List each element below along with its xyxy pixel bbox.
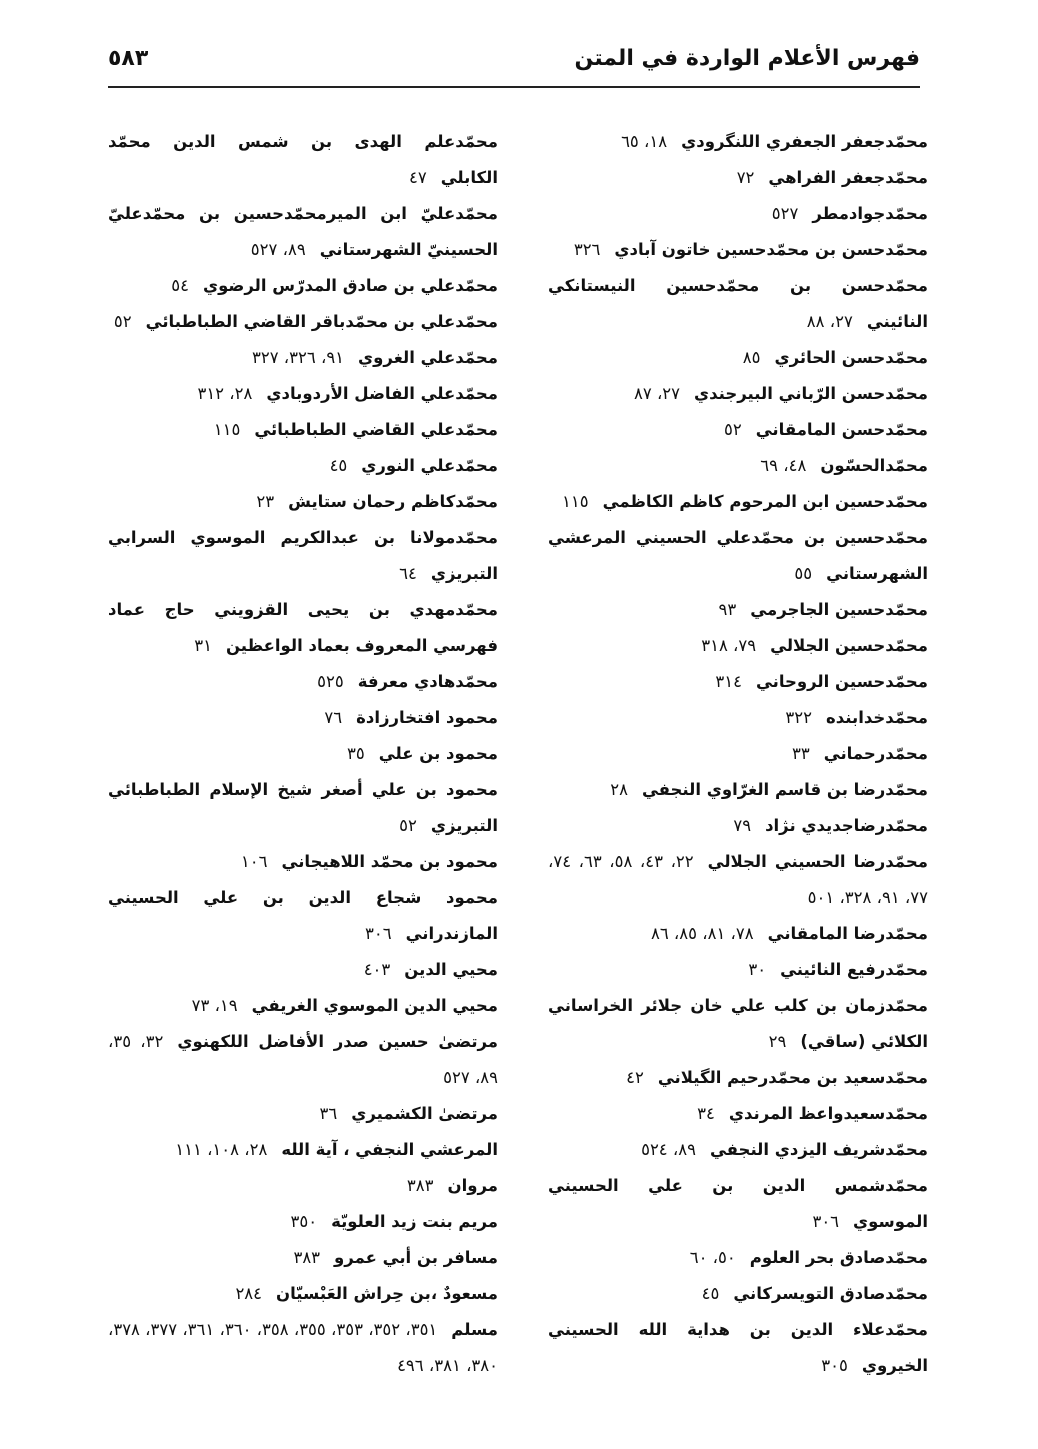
entry-pages: ٥٢ — [399, 816, 417, 835]
entry-pages: ١٩، ٧٣ — [191, 996, 238, 1015]
entry-name: محمّدصادق بحر العلوم — [749, 1248, 928, 1267]
index-entry — [108, 1024, 498, 1096]
index-entry — [108, 1240, 498, 1276]
entry-name: محيي الدين — [404, 960, 498, 979]
entry-pages: ٣٤ — [697, 1104, 715, 1123]
index-entry — [108, 268, 498, 304]
entry-pages: ٢٩ — [768, 1032, 787, 1051]
index-entry — [548, 664, 928, 700]
entry-pages: ٣٠٦ — [365, 924, 392, 943]
entry-name: مرتضىٰ الكشميري — [351, 1104, 498, 1123]
index-entry — [548, 376, 928, 412]
index-entry — [548, 484, 928, 520]
entry-name: محمّدعلي النوري — [361, 456, 498, 475]
entry-pages: ٤٥ — [329, 456, 348, 475]
page-header — [108, 38, 920, 88]
index-entry — [548, 1096, 928, 1132]
entry-name: محمود افتخارزادة — [356, 708, 498, 727]
entry-pages: ٨٩، ٥٢٤ — [641, 1140, 696, 1159]
entry-name: محمّدعلي بن محمّدباقر القاضي الطباطبائي — [145, 312, 498, 331]
entry-name: المرعشي النجفي ، آية الله — [281, 1140, 498, 1159]
entry-pages: ٨٩، ٥٢٧ — [250, 240, 306, 259]
entry-name: محمّدرضا المامقاني — [767, 924, 928, 943]
index-entry — [108, 124, 498, 196]
index-entry — [108, 412, 498, 448]
index-entry — [108, 700, 498, 736]
entry-pages: ٤٠٣ — [363, 960, 391, 979]
index-entry — [548, 232, 928, 268]
index-entry — [108, 772, 498, 844]
running-title: فهرس الأعلام الواردة في المتن — [574, 46, 920, 71]
index-entry — [548, 412, 928, 448]
entry-name: محمّدالحسّون — [820, 456, 928, 475]
entry-pages: ١١٥ — [562, 492, 589, 511]
entry-pages: ٧٢ — [736, 168, 755, 187]
index-entry — [548, 1168, 928, 1240]
entry-name: محمّدخدابنده — [826, 708, 928, 727]
index-entry — [108, 988, 498, 1024]
index-entry — [548, 916, 928, 952]
entry-pages: ٢٢، ٤٣، ٥٨، ٦٣، ٧٤، ٧٧، ٩١، ٣٢٨، ٥٠١ — [548, 852, 928, 907]
entry-pages: ٧٩ — [733, 816, 752, 835]
index-entry — [548, 772, 928, 808]
entry-name: محمّدعلم الهدى بن شمس الدين محمّد الكابلي — [108, 132, 498, 187]
entry-name: محمّدسعيد بن محمّدرحيم الگيلاني — [657, 1068, 928, 1087]
entry-pages: ٥٢ — [113, 312, 132, 331]
index-entry — [548, 592, 928, 628]
entry-pages: ٣٨٣ — [406, 1176, 434, 1195]
index-entry — [548, 124, 928, 160]
entry-name: محمّدحسين الجاجرمي — [750, 600, 928, 619]
index-entry — [548, 268, 928, 340]
index-entry — [108, 1276, 498, 1312]
index-entry — [548, 196, 928, 232]
entry-pages: ٢٨٤ — [235, 1284, 263, 1303]
entry-pages: ١٠٦ — [240, 852, 268, 871]
index-entry — [548, 448, 928, 484]
entry-name: محمّدجوادمطر — [812, 204, 928, 223]
entry-pages: ١٨، ٦٥ — [621, 132, 668, 151]
entry-pages: ٢٧، ٨٨ — [806, 312, 853, 331]
index-entry — [548, 520, 928, 592]
entry-pages: ٢٨، ١٠٨، ١١١ — [175, 1140, 268, 1159]
index-entry — [548, 700, 928, 736]
entry-pages: ٤٥ — [701, 1284, 720, 1303]
index-entry — [108, 1204, 498, 1240]
entry-pages: ٩٣ — [718, 600, 737, 619]
index-entry — [108, 844, 498, 880]
index-entry — [548, 952, 928, 988]
entry-name: محمّدحسين الروحاني — [755, 672, 928, 691]
entry-name: محمود بن محمّد اللاهيجاني — [281, 852, 498, 871]
entry-name: محمّدحسن المامقاني — [755, 420, 928, 439]
entry-pages: ٥٥ — [794, 564, 813, 583]
index-entry — [108, 340, 498, 376]
entry-name: محمّدهادي معرفة — [357, 672, 498, 691]
index-entry — [108, 880, 498, 952]
entry-pages: ٧٨، ٨١، ٨٥، ٨٦ — [650, 924, 754, 943]
index-entry — [108, 1132, 498, 1168]
entry-name: محمّدشريف اليزدي النجفي — [709, 1140, 928, 1159]
entry-name: محمّدزمان بن كلب علي خان جلائر الخراساني الكلائي (ساقي) — [548, 996, 928, 1051]
entry-pages: ٣٠٥ — [821, 1356, 848, 1375]
entry-name: محمّدحسين الجلالي — [770, 636, 928, 655]
entry-name: محمّدعليّ ابن الميرمحمّدحسين بن محمّدعليّ الحسينيّ الشهرستاني — [108, 204, 498, 259]
entry-pages: ٨٥ — [742, 348, 761, 367]
entry-pages: ٤٢ — [626, 1068, 644, 1087]
entry-pages: ٣٥١، ٣٥٢، ٣٥٣، ٣٥٥، ٣٥٨، ٣٦٠، ٣٦١، ٣٧٧، ٣٧٨، ٣٨٠، ٣٨١، ٤٩٦ — [108, 1320, 498, 1375]
entry-pages: ٣٠ — [748, 960, 767, 979]
entry-name: محمّدعلي الفاضل الأردوبادي — [266, 384, 498, 403]
entry-name: محمّدرحماني — [823, 744, 928, 763]
index-entry — [548, 1060, 928, 1096]
entry-name: محمّدحسن بن محمّدحسين خاتون آبادي — [614, 240, 928, 259]
entry-name: محمّدحسن الرّباني البيرجندي — [694, 384, 928, 403]
entry-pages: ٣٢، ٣٥، ٨٩، ٥٢٧ — [108, 1032, 498, 1087]
index-entry — [548, 808, 928, 844]
entry-name: محمّدمولانا بن عبدالكريم الموسوي السرابي التبريزي — [108, 528, 498, 583]
entry-pages: ٤٧ — [408, 168, 427, 187]
entry-pages: ٦٤ — [399, 564, 417, 583]
entry-name: محمّدشمس الدين بن علي الحسيني الموسوي — [548, 1176, 928, 1231]
index-entry — [108, 376, 498, 412]
index-entry — [548, 736, 928, 772]
index-entry — [548, 628, 928, 664]
entry-name: محمّدرضا الحسيني الجلالي — [707, 852, 928, 871]
entry-pages: ٣٥ — [347, 744, 365, 763]
entry-pages: ٥٢ — [724, 420, 742, 439]
entry-name: محمود شجاع الدين بن علي الحسيني المازندراني — [108, 888, 498, 943]
index-entry — [108, 664, 498, 700]
entry-name: محمّدرضاجديدي نژاد — [765, 816, 928, 835]
entry-name: مسعودٌ ،بن حِراش العَبْسيّان — [276, 1284, 498, 1303]
entry-pages: ٥٢٥ — [317, 672, 344, 691]
entry-name: محمّدعلاء الدين بن هداية الله الحسيني الخيروي — [548, 1320, 928, 1375]
page-number: ٥٨٣ — [108, 46, 149, 71]
entry-pages: ٣٨٣ — [293, 1248, 321, 1267]
entry-pages: ٣٦ — [319, 1104, 338, 1123]
entry-pages: ٢٧، ٨٧ — [633, 384, 681, 403]
entry-pages: ١١٥ — [213, 420, 241, 439]
entry-pages: ٤٨، ٦٩ — [760, 456, 807, 475]
entry-pages: ٢٨، ٣١٢ — [197, 384, 253, 403]
entry-pages: ٥٤ — [171, 276, 189, 295]
index-entry — [108, 1312, 498, 1384]
entry-pages: ٥٢٧ — [771, 204, 799, 223]
index-entry — [548, 988, 928, 1060]
entry-pages: ٧٦ — [324, 708, 343, 727]
entry-name: محمّدعلي القاضي الطباطبائي — [254, 420, 498, 439]
index-entry — [548, 1276, 928, 1312]
entry-name: محمّدعلي الغروي — [358, 348, 498, 367]
index-entry — [108, 952, 498, 988]
entry-name: محيي الدين الموسوي الغريفي — [251, 996, 498, 1015]
entry-name: محمّدرضا بن قاسم الغرّاوي النجفي — [641, 780, 928, 799]
index-entry — [548, 1240, 928, 1276]
entry-pages: ٢٣ — [256, 492, 275, 511]
entry-name: محمّدمهدي بن يحيى القزويني حاج عماد فهرسي المعروف بعماد الواعظين — [108, 600, 498, 655]
entry-name: محمود بن علي أصغر شيخ الإسلام الطباطبائي التبريزي — [108, 780, 498, 835]
entry-name: محمود بن علي — [378, 744, 498, 763]
entry-pages: ٣١ — [194, 636, 212, 655]
entry-pages: ٩١، ٣٢٦، ٣٢٧ — [251, 348, 345, 367]
entry-pages: ٣٥٠ — [290, 1212, 318, 1231]
entry-pages: ٣٢٦ — [573, 240, 601, 259]
entry-name: محمّدكاظم رحمان ستايش — [288, 492, 498, 511]
entry-name: مسافر بن أبي عمرو — [334, 1248, 498, 1267]
index-entry — [108, 484, 498, 520]
entry-name: محمّدحسين ابن المرحوم كاظم الكاظمي — [602, 492, 928, 511]
entry-name: محمّدعلي بن صادق المدرّس الرضوي — [202, 276, 498, 295]
index-entry — [548, 340, 928, 376]
index-entry — [108, 196, 498, 268]
entry-name: محمّدحسين بن محمّدعلي الحسيني المرعشي الشهرستاني — [548, 528, 928, 583]
entry-name: محمّدحسن بن محمّدحسين النيستانكي النائيني — [548, 276, 928, 331]
entry-pages: ٢٨ — [610, 780, 628, 799]
entry-pages: ٥٠، ٦٠ — [689, 1248, 736, 1267]
entry-pages: ٣٠٦ — [812, 1212, 840, 1231]
index-entry — [108, 1096, 498, 1132]
entry-name: محمّدرفيع النائيني — [780, 960, 928, 979]
entry-name: مريم بنت زيد العلويّة — [331, 1212, 498, 1231]
entry-name: محمّدجعفر الفراهي — [768, 168, 928, 187]
entry-name: مرتضىٰ حسين صدر الأفاضل اللكهنوي — [177, 1032, 499, 1051]
index-entry — [108, 304, 498, 340]
entry-name: محمّدجعفر الجعفري اللنگرودي — [681, 132, 928, 151]
index-entry — [108, 592, 498, 664]
entry-name: مروان — [447, 1176, 498, 1195]
index-column-right — [548, 124, 928, 1384]
entry-name: مسلم — [451, 1320, 498, 1339]
index-entry — [108, 448, 498, 484]
index-entry — [548, 160, 928, 196]
index-entry — [108, 736, 498, 772]
entry-name: محمّدسعيدواعظ المرندي — [728, 1104, 928, 1123]
index-entry — [548, 844, 928, 916]
entry-name: محمّدحسن الحائري — [774, 348, 928, 367]
entry-pages: ٣٣ — [792, 744, 810, 763]
entry-pages: ٣٢٢ — [785, 708, 813, 727]
entry-name: محمّدصادق التويسركاني — [733, 1284, 928, 1303]
index-entry — [108, 520, 498, 592]
index-entry — [548, 1132, 928, 1168]
index-entry — [548, 1312, 928, 1384]
index-column-left — [108, 124, 498, 1384]
index-entry — [108, 1168, 498, 1204]
entry-pages: ٧٩، ٣١٨ — [701, 636, 757, 655]
entry-pages: ٣١٤ — [715, 672, 742, 691]
